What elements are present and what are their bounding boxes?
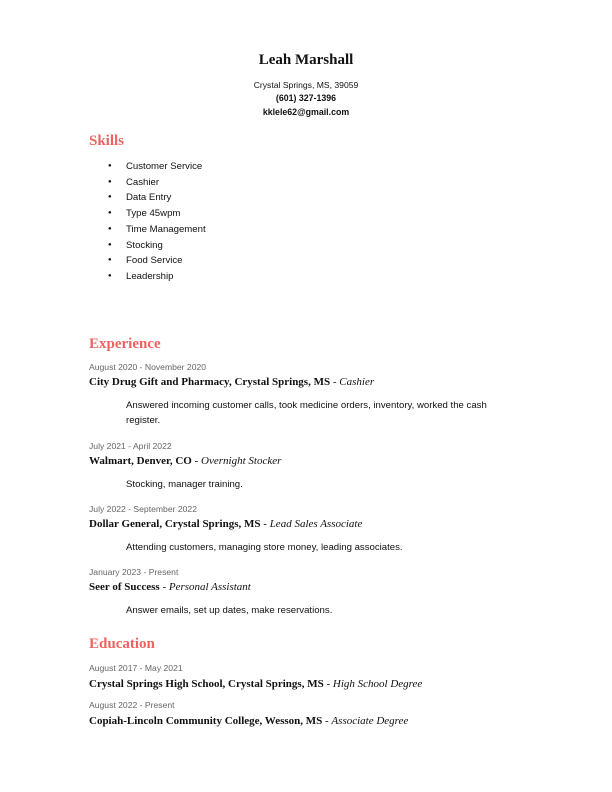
role: Lead Sales Associate [269, 518, 363, 530]
candidate-name: Leah Marshall [258, 52, 354, 68]
role: Overnight Stocker [201, 455, 282, 467]
bullet-icon: ● [108, 194, 112, 201]
entry-description: Stocking, manager training. [126, 479, 243, 490]
email: kklele62@gmail.com [262, 107, 350, 117]
role: Personal Assistant [168, 581, 251, 593]
separator: - [330, 376, 340, 388]
organization: Seer of Success [89, 581, 160, 593]
organization: Walmart, Denver, CO [89, 455, 195, 467]
entry-dates: January 2023 - Present [89, 567, 179, 577]
organization: Copiah-Lincoln Community College, Wesson, MS [89, 715, 323, 727]
bullet-icon: ● [108, 210, 112, 217]
entry-title [89, 678, 422, 690]
phone: (601) 327-1396 [275, 93, 337, 103]
separator: - [323, 678, 333, 690]
organization: City Drug Gift and Pharmacy, Crystal Springs, MS [89, 376, 331, 388]
entry-title [89, 455, 281, 467]
entry-title [89, 581, 251, 593]
entry-dates: August 2017 - May 2021 [89, 663, 183, 673]
skill-item: Leadership [126, 270, 174, 282]
skill-item: Food Service [126, 255, 183, 267]
entry-title [89, 715, 408, 727]
skills-heading: Skills [89, 133, 125, 149]
skill-item: Type 45wpm [126, 208, 181, 220]
bullet-icon: ● [108, 257, 112, 264]
bullet-icon: ● [108, 178, 112, 185]
entry-dates: July 2021 - April 2022 [89, 441, 172, 451]
entry-description: Attending customers, managing store money, leading associates. [126, 542, 403, 553]
skill-item: Stocking [126, 239, 163, 251]
organization: Crystal Springs High School, Crystal Springs, MS [89, 678, 324, 690]
entry-description: Answer emails, set up dates, make reservations. [126, 605, 333, 616]
entry-dates: August 2020 - November 2020 [89, 362, 207, 372]
separator: - [260, 518, 270, 530]
bullet-icon: ● [108, 241, 112, 248]
separator: - [322, 715, 332, 727]
entry-title [89, 376, 374, 388]
experience-heading: Experience [89, 336, 161, 352]
separator: - [159, 581, 169, 593]
entry-dates: August 2022 - Present [89, 700, 175, 710]
bullet-icon: ● [108, 163, 112, 169]
entry-description: Answered incoming customer calls, took medicine orders, inventory, worked the cash register. [126, 400, 487, 426]
role: Cashier [339, 376, 375, 388]
address: Crystal Springs, MS, 39059 [253, 80, 359, 90]
organization: Dollar General, Crystal Springs, MS [89, 518, 261, 530]
skill-item: Cashier [126, 176, 160, 188]
role: Associate Degree [331, 715, 409, 727]
entry-dates: July 2022 - September 2022 [89, 504, 197, 514]
entry-title [89, 518, 362, 530]
skill-item: Data Entry [126, 192, 172, 204]
role: High School Degree [332, 678, 423, 690]
skill-item: Time Management [126, 223, 206, 235]
bullet-icon: ● [108, 272, 112, 279]
separator: - [194, 455, 202, 467]
bullet-icon: ● [108, 225, 112, 232]
skill-item: Customer Service [126, 161, 203, 172]
education-heading: Education [89, 636, 155, 652]
